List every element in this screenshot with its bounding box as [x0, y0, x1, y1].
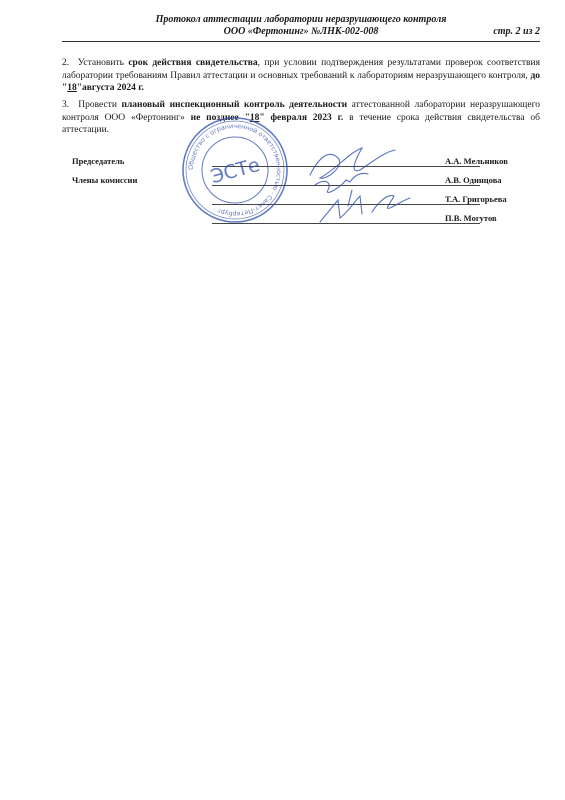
- signature-member-2: [320, 190, 362, 222]
- stamp-ring-text: Общество с ограниченной ответственностью · Санкт-Петербург ·: [187, 122, 283, 218]
- item-3-text2: в течение срока действия свидетельства об аттестации.: [62, 112, 540, 135]
- member-name: Т.А. Григорьева: [445, 194, 507, 204]
- member-name: А.В. Одинцова: [445, 175, 502, 185]
- header-rule: [62, 41, 540, 42]
- item-2-lead: Установить: [77, 58, 129, 68]
- signature-member-3: [372, 196, 410, 212]
- item-2-number: 2.: [62, 58, 70, 68]
- protocol-number: ООО «Фертонинг» №ЛНК-002-008: [223, 26, 379, 37]
- item-3-text1: аттестованной лаборатории неразрушающего контроля ООО «Фертонинг»: [62, 100, 540, 123]
- members-label: Члены комиссии: [72, 175, 138, 185]
- stamp-center-text: ЭСТе: [208, 153, 263, 189]
- protocol-title: Протокол аттестации лаборатории неразрушающего контроля: [155, 14, 447, 25]
- chair-label: Председатель: [72, 156, 125, 166]
- company-stamp: [180, 115, 290, 225]
- item-2-paragraph: [62, 57, 540, 95]
- item-2-term: срок действия свидетельства: [128, 58, 258, 68]
- item-3-term: плановый инспекционный контроль деятельности: [121, 100, 348, 110]
- page-indicator: стр. 2 из 2: [493, 26, 540, 37]
- item-3-date: не позднее "18" февраля 2023 г.: [190, 112, 344, 123]
- signature-chair: [310, 148, 395, 178]
- item-3-number: 3.: [62, 100, 70, 110]
- item-2-date: до "18"августа 2024 г.: [62, 70, 540, 93]
- item-2-text: , при условии подтверждения результатами проверок соответствия лаборатории требованиям Правил аттестации и основных требований к лабораториям неразрушающего контроля,: [62, 58, 540, 81]
- handwritten-signatures: [290, 130, 420, 230]
- item-3-lead: Провести: [78, 100, 122, 110]
- member-name: А.А. Мельников: [445, 156, 508, 166]
- member-name: П.В. Могутов: [445, 213, 497, 223]
